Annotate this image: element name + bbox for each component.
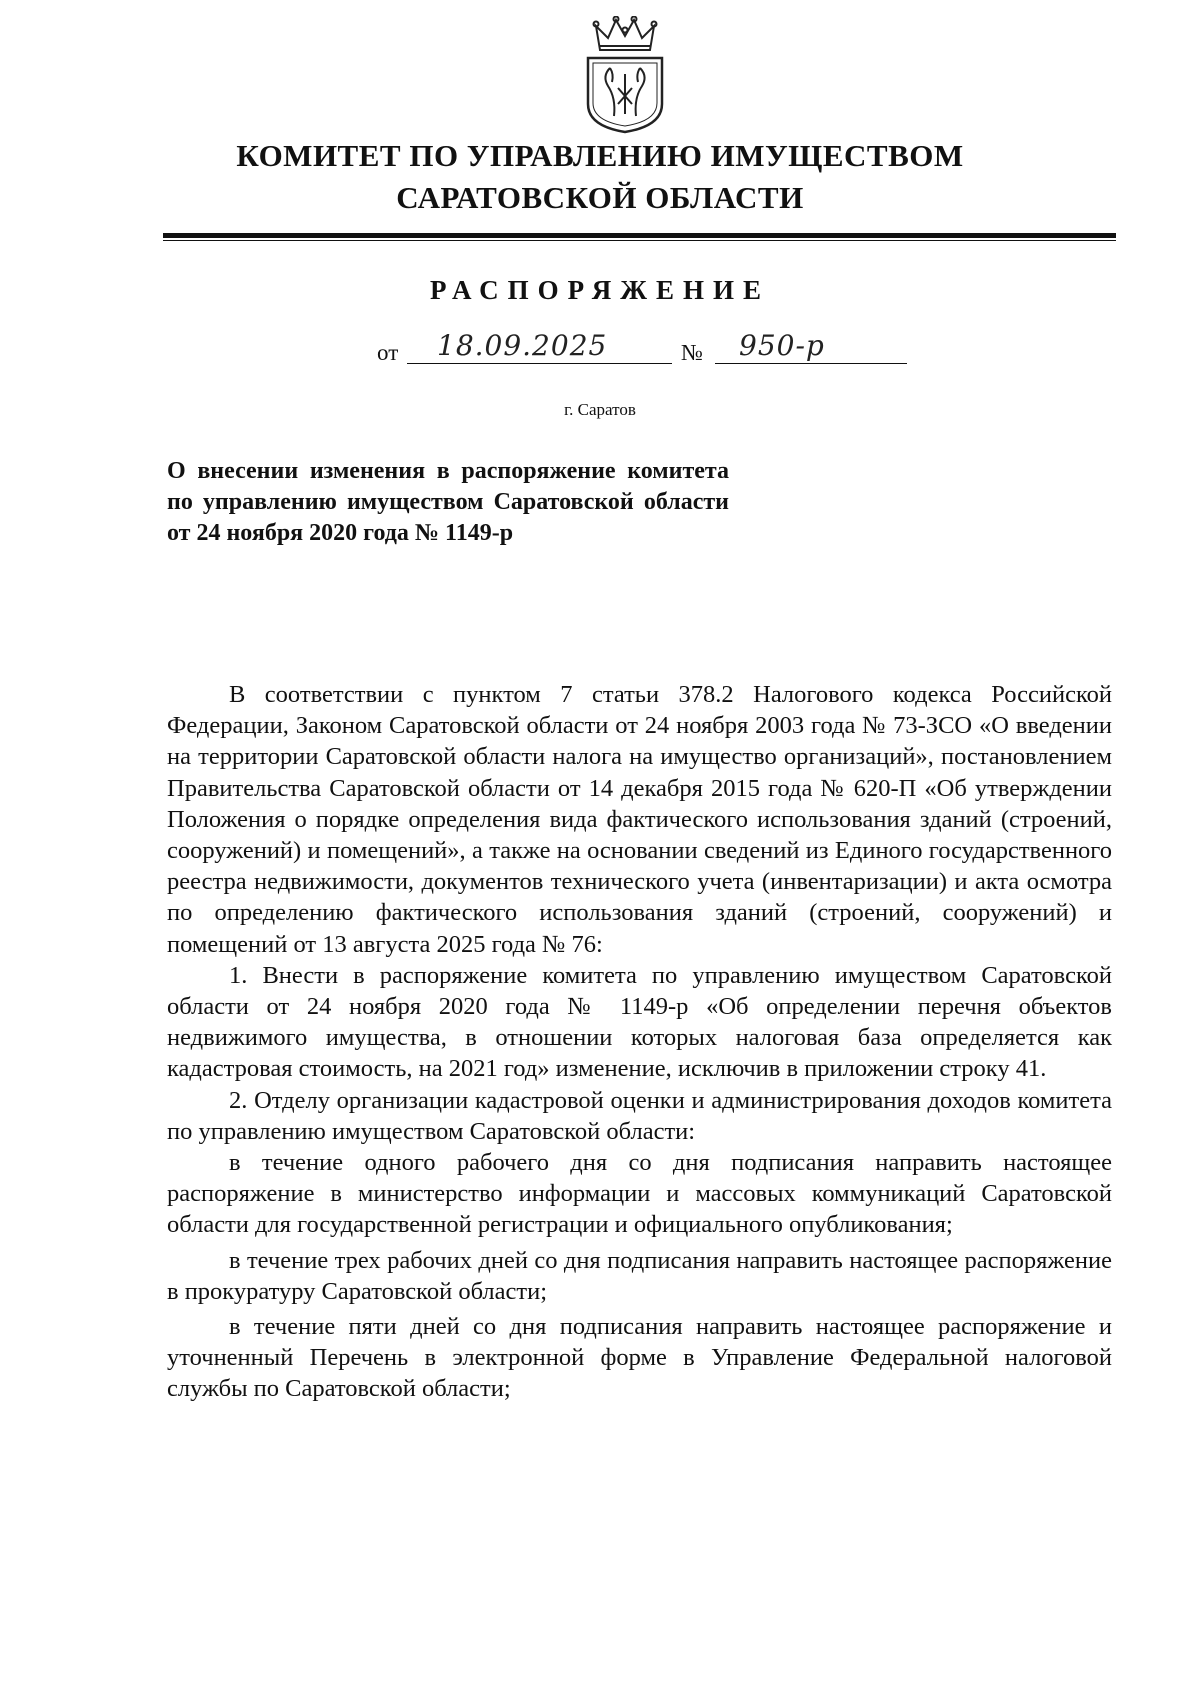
header-rule-thick: [163, 233, 1116, 238]
body-paragraph-item-1: 1. Внести в распоряжение комитета по управлению имуществом Саратовской области от 24 ноября 2020 года № 1149-р «Об определении перечня объектов недвижимого имущества, в отношении которых налоговая база определяется как кадастровая стоимость, на 2021 год» изменение, исключив в приложении строку 41.: [167, 961, 1112, 1083]
number-value-handwritten: 950-р: [739, 329, 825, 362]
body-paragraph-task-2: в течение трех рабочих дней со дня подписания направить настоящее распоряжение в прокуратуру Саратовской области;: [167, 1246, 1112, 1305]
date-number-row: [377, 329, 907, 372]
organization-name-line-2: САРАТОВСКОЙ ОБЛАСТИ: [396, 180, 804, 215]
document-place: г. Саратов: [564, 400, 636, 419]
date-label: от: [377, 340, 399, 365]
organization-name-line-1: КОМИТЕТ ПО УПРАВЛЕНИЮ ИМУЩЕСТВОМ: [236, 138, 964, 173]
saratov-coat-of-arms-icon: [580, 16, 670, 134]
date-underline: [407, 363, 672, 364]
body-paragraph-item-2: 2. Отделу организации кадастровой оценки и администрирования доходов комитета по управлению имуществом Саратовской области:: [167, 1086, 1112, 1145]
body-paragraph-task-3: в течение пяти дней со дня подписания направить настоящее распоряжение и уточненный Перечень в электронной форме в Управление Федеральной налоговой службы по Саратовской области;: [167, 1313, 1112, 1403]
document-type: РАСПОРЯЖЕНИЕ: [429, 275, 771, 305]
document-subject: О внесении изменения в распоряжение комитета по управлению имуществом Саратовской области от 24 ноября 2020 года № 1149-р: [167, 458, 729, 546]
number-label: №: [681, 340, 703, 365]
body-paragraph-task-1: в течение одного рабочего дня со дня подписания направить настоящее распоряжение в министерство информации и массовых коммуникаций Саратовской области для государственной регистрации и официального опубликования;: [167, 1149, 1112, 1239]
document-body: [167, 679, 1112, 1405]
header-rule-thin: [163, 240, 1116, 241]
date-value-handwritten: 18.09.2025: [437, 329, 608, 362]
number-underline: [715, 363, 907, 364]
body-paragraph-preamble: В соответствии с пунктом 7 статьи 378.2 Налогового кодекса Российской Федерации, Законом Саратовской области от 24 ноября 2003 года № 73-ЗСО «О введении на территории Саратовской области налога на имущество организаций», постановлением Правительства Саратовской области от 14 декабря 2015 года № 620-П «Об утверждении Положения о порядке определения вида фактического использования зданий (строений, сооружений) и помещений», а также на основании сведений из Единого государственного реестра недвижимости, документов технического учета (инвентаризации) и акта осмотра по определению фактического использования зданий (строений, сооружений) и помещений от 13 августа 2025 года № 76:: [167, 681, 1112, 958]
